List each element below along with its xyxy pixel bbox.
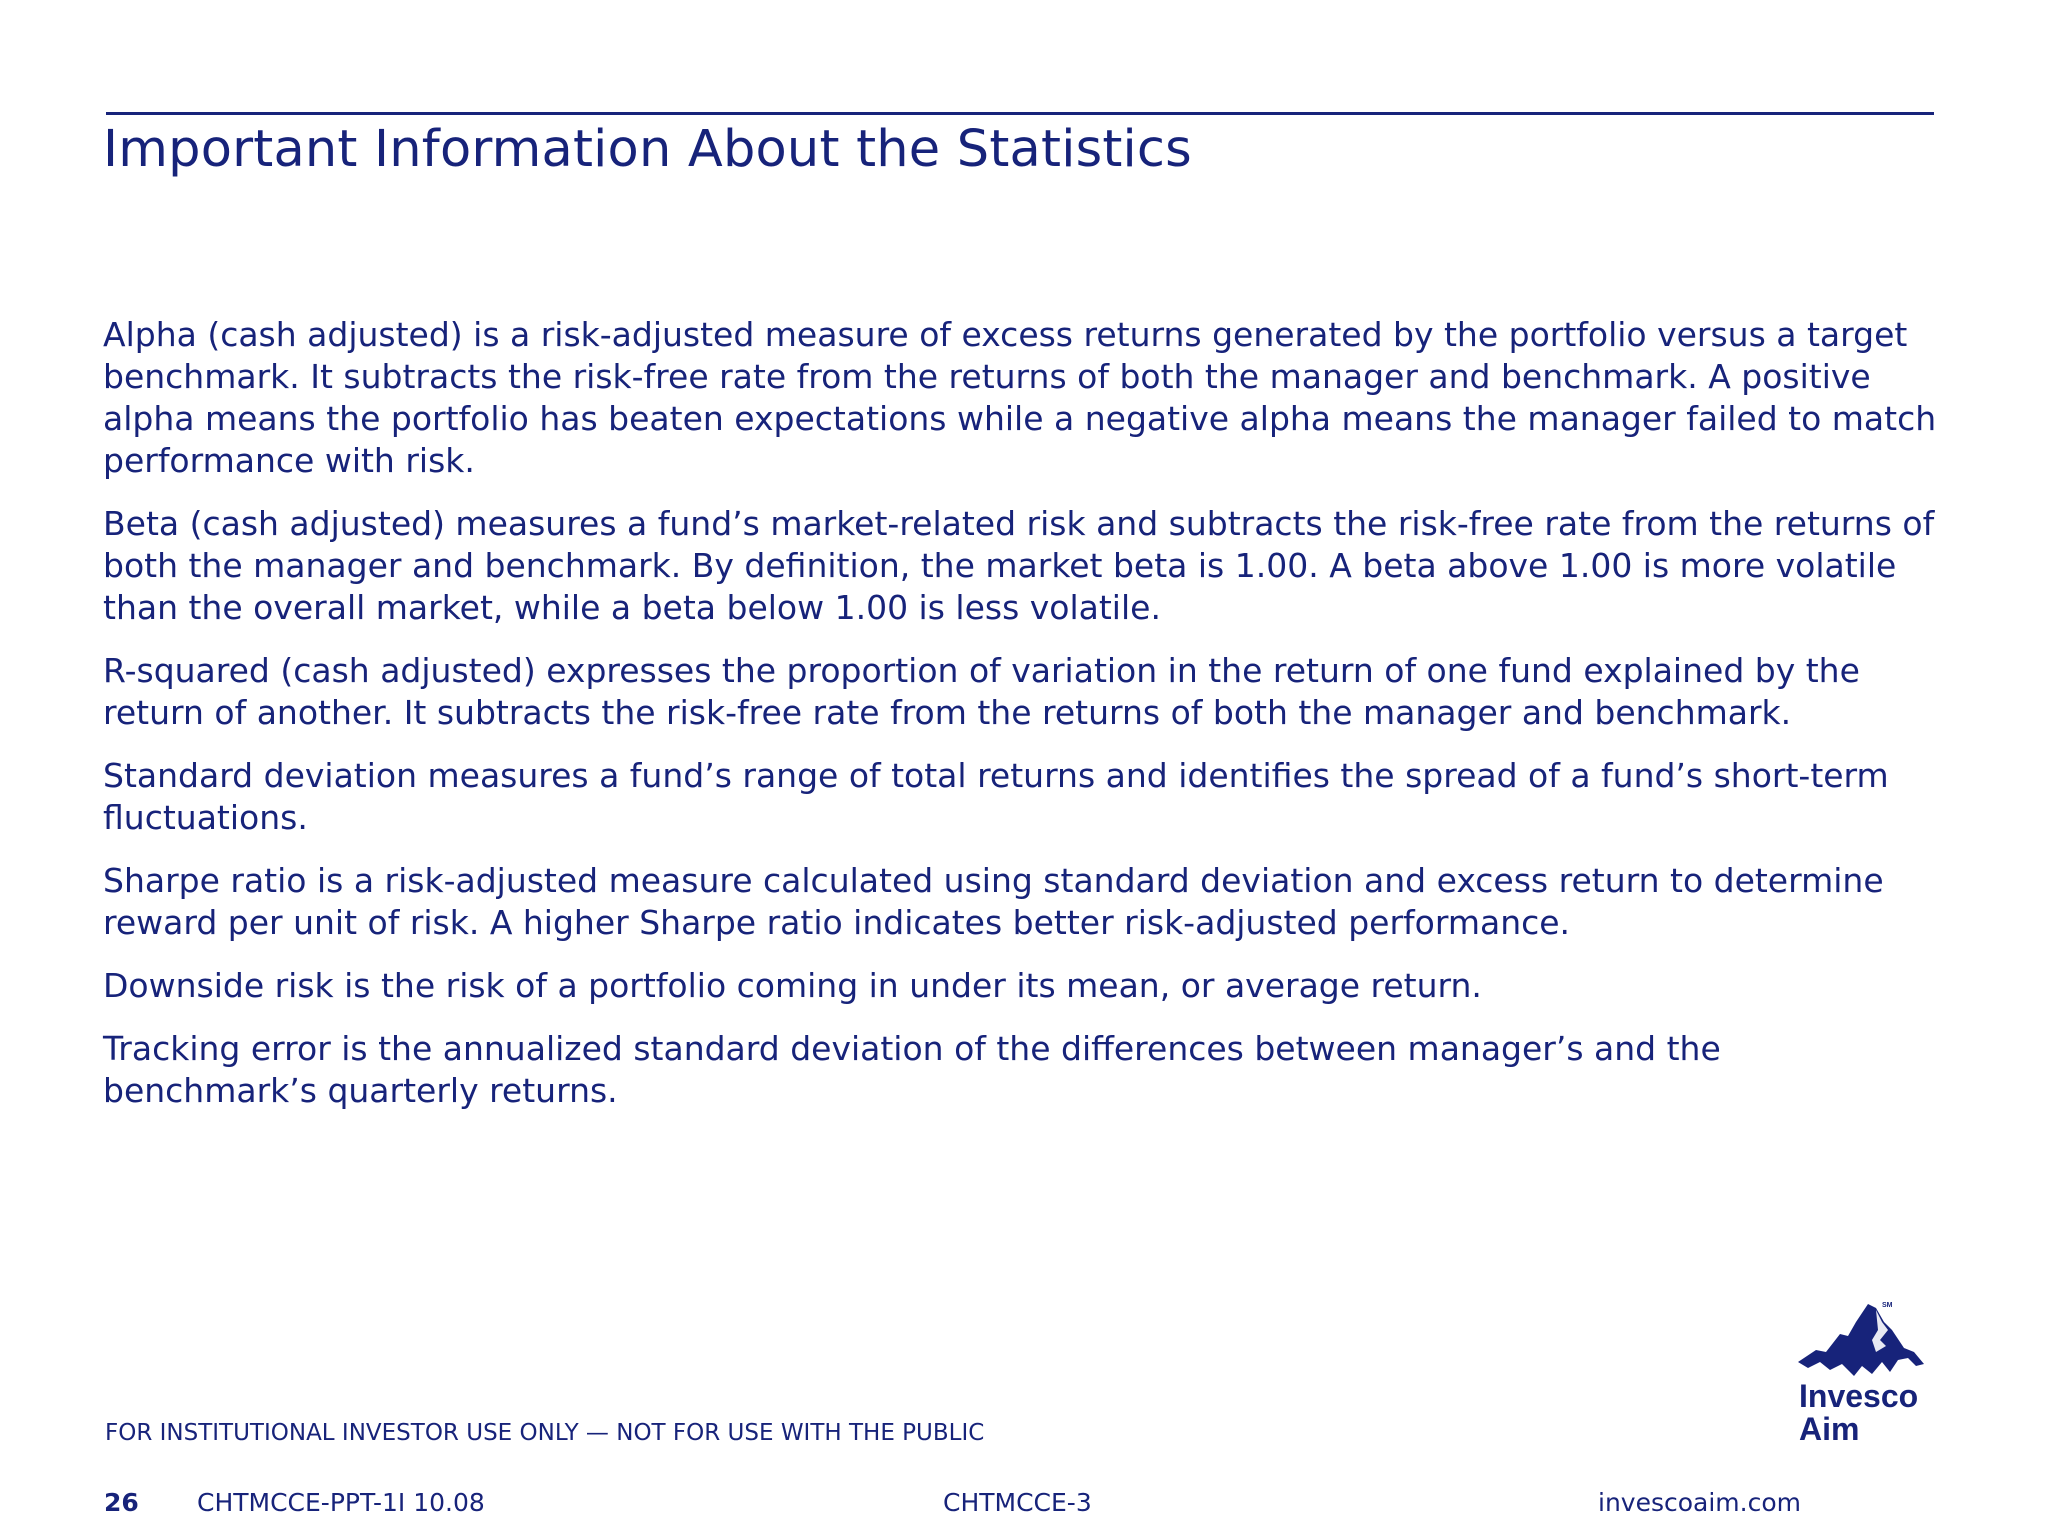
sharpe-ratio-definition: Sharpe ratio is a risk-adjusted measure calculated using standard deviation and excess return to determine reward per unit of risk. A higher Sharpe ratio indicates better risk-adjusted performance. <box>103 861 1884 942</box>
logo-line-invesco: Invesco <box>1799 1378 1919 1414</box>
institutional-disclaimer: FOR INSTITUTIONAL INVESTOR USE ONLY — NOT FOR USE WITH THE PUBLIC <box>105 1420 985 1446</box>
invesco-aim-logo <box>1790 1300 1930 1450</box>
title-rule <box>106 112 1934 115</box>
mountain-logo-icon <box>1796 1300 1926 1380</box>
statistics-definitions <box>103 314 1943 1133</box>
page-number: 26 <box>104 1488 139 1517</box>
logo-line-aim: Aim <box>1799 1411 1860 1447</box>
website-url: invescoaim.com <box>1598 1488 1801 1517</box>
beta-definition: Beta (cash adjusted) measures a fund’s market-related risk and subtracts the risk-free rate from the returns of both the manager and benchmark. By definition, the market beta is 1.00. A beta above 1.00 is more volatile than the overall market, while a beta below 1.00 is less volatile. <box>103 504 1935 627</box>
tracking-error-definition: Tracking error is the annualized standard deviation of the differences between manager’s and the benchmark’s quarterly returns. <box>103 1029 1721 1110</box>
r-squared-definition: R-squared (cash adjusted) expresses the proportion of variation in the return of one fund explained by the return of another. It subtracts the risk-free rate from the returns of both the manager and benchmark. <box>103 651 1860 732</box>
footer-reference: CHTMCCE-3 <box>943 1488 1092 1517</box>
service-mark: SM <box>1882 1302 1893 1309</box>
downside-risk-definition: Downside risk is the risk of a portfolio coming in under its mean, or average return. <box>103 966 1482 1005</box>
logo-wordmark <box>1799 1380 1918 1446</box>
standard-deviation-definition: Standard deviation measures a fund’s range of total returns and identifies the spread of a fund’s short-term fluctuations. <box>103 756 1889 837</box>
page-title: Important Information About the Statistics <box>103 120 1192 179</box>
alpha-definition: Alpha (cash adjusted) is a risk-adjusted measure of excess returns generated by the portfolio versus a target benchmark. It subtracts the risk-free rate from the returns of both the manager and benchmark. A positive alpha means the portfolio has beaten expectations while a negative alpha means the manager failed to match performance with risk. <box>103 315 1937 480</box>
document-code: CHTMCCE-PPT-1I 10.08 <box>197 1488 485 1517</box>
